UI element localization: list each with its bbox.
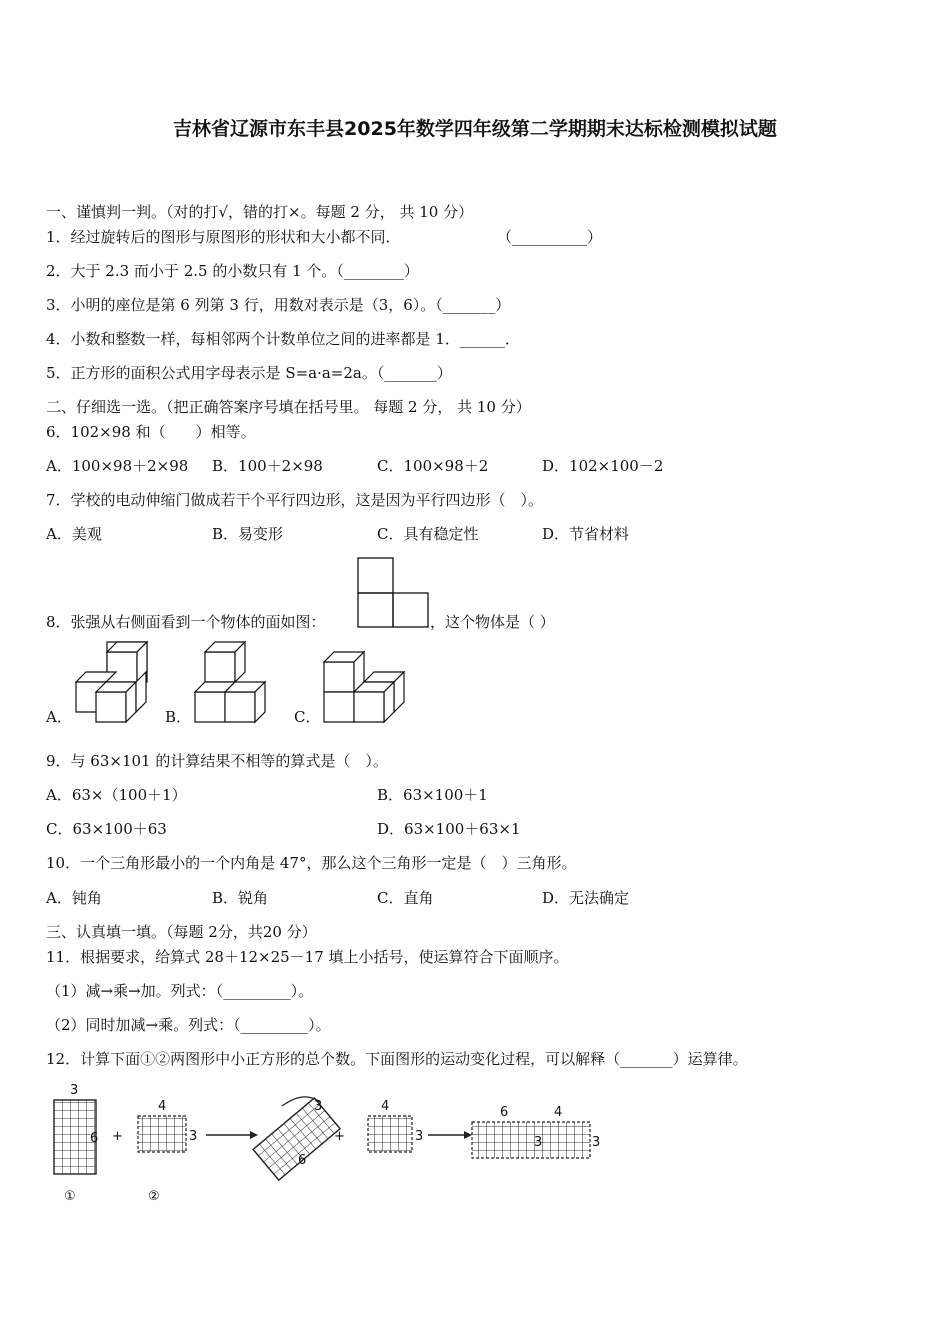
option-10b: B．锐角 <box>212 889 269 907</box>
option-9a: A．63×（100＋1） <box>46 786 187 804</box>
option-7d: D．节省材料 <box>542 525 630 543</box>
plus-sign-2: + <box>334 1129 345 1144</box>
grid-figure-3 <box>368 1116 412 1152</box>
option-6c: C．100×98＋2 <box>377 457 489 475</box>
question-11-part2: （2）同时加减→乘。列式：（_________）。 <box>46 1016 331 1034</box>
option-7a: A．美观 <box>46 525 102 543</box>
question-2: 2．大于 2.3 而小于 2.5 的小数只有 1 个。（________） <box>46 262 419 280</box>
question-8-text-end: ，这个物体是（ ） <box>430 613 555 631</box>
question-6: 6．102×98 和（ ）相等。 <box>46 423 256 441</box>
fig1-label: ① <box>64 1189 76 1204</box>
option-6d: D．102×100－2 <box>542 457 664 475</box>
merged-top-number-b: 4 <box>554 1105 563 1120</box>
option-6a: A．100×98＋2×98 <box>46 457 189 475</box>
question-11-part1: （1）减→乘→加。列式：（_________）。 <box>46 982 314 1000</box>
option-8c-label: C． <box>294 708 321 726</box>
question-9: 9．与 63×101 的计算结果不相等的算式是（ ）。 <box>46 752 388 770</box>
fig2-side-number: 3 <box>189 1129 198 1144</box>
merged-side-number: 3 <box>592 1135 601 1150</box>
option-10a: A．钝角 <box>46 889 102 907</box>
option-9d: D．63×100＋63×1 <box>377 820 521 838</box>
cube-figure-c <box>322 650 408 726</box>
fig2-top-number: 4 <box>158 1099 167 1114</box>
section-heading-3: 三、认真填一填。（每题 2分，共20 分） <box>46 923 317 941</box>
question-4: 4．小数和整数一样，每相邻两个计数单位之间的进率都是 1．______． <box>46 330 520 348</box>
question-3: 3．小明的座位是第 6 列第 3 行，用数对表示是（3，6）。（_______） <box>46 296 511 314</box>
plus-sign-1: + <box>112 1129 123 1144</box>
question-11: 11．根据要求，给算式 28＋12×25－17 填上小括号，使运算符合下面顺序。 <box>46 948 569 966</box>
question-8-text: 8．张强从右侧面看到一个物体的面如图： <box>46 613 326 631</box>
figure-12-diagram <box>46 1078 606 1208</box>
question-12: 12．计算下面①②两图形中小正方形的总个数。下面图形的运动变化过程，可以解释（_______）运算律。 <box>46 1050 748 1068</box>
cube-figure-a <box>74 640 154 726</box>
rotated-grid <box>253 1098 340 1180</box>
question-10: 10．一个三角形最小的一个内角是 47°，那么这个三角形一定是（ ）三角形。 <box>46 854 577 872</box>
cube-figure-b <box>193 640 279 726</box>
option-9c: C．63×100＋63 <box>46 820 167 838</box>
fig1-top-number: 3 <box>70 1083 79 1098</box>
question-1: 1．经过旋转后的图形与原图形的形状和大小都不同． <box>46 228 401 246</box>
merged-grid <box>472 1122 590 1158</box>
section-heading-1: 一、谨慎判一判。（对的打√，错的打×。每题 2 分， 共 10 分） <box>46 203 474 221</box>
question-7: 7．学校的电动伸缩门做成若干个平行四边形，这是因为平行四边形（ ）。 <box>46 491 544 509</box>
question-1-blank: （__________） <box>497 228 603 246</box>
grid-figure-2 <box>138 1116 186 1152</box>
option-8a-label: A． <box>46 708 72 726</box>
option-8b-label: B． <box>165 708 192 726</box>
fig1-side-number: 6 <box>90 1131 99 1146</box>
option-6b: B．100＋2×98 <box>212 457 323 475</box>
option-9b: B．63×100＋1 <box>377 786 488 804</box>
fig3-side-number: 3 <box>415 1129 424 1144</box>
fig2-label: ② <box>148 1189 160 1204</box>
option-7b: B．易变形 <box>212 525 284 543</box>
option-10d: D．无法确定 <box>542 889 630 907</box>
side-view-figure <box>356 556 432 630</box>
rotated-number-b: 6 <box>298 1153 307 1168</box>
merged-middle-number: 3 <box>534 1135 543 1150</box>
question-5: 5．正方形的面积公式用字母表示是 S=a·a=2a。（_______） <box>46 364 452 382</box>
rotated-number-a: 3 <box>314 1099 323 1114</box>
merged-top-number-a: 6 <box>500 1105 509 1120</box>
fig3-top-number: 4 <box>381 1099 390 1114</box>
option-7c: C．具有稳定性 <box>377 525 479 543</box>
section-heading-2: 二、仔细选一选。（把正确答案序号填在括号里。 每题 2 分， 共 10 分） <box>46 398 531 416</box>
option-10c: C．直角 <box>377 889 434 907</box>
page-title: 吉林省辽源市东丰县2025年数学四年级第二学期期末达标检测模拟试题 <box>173 118 777 140</box>
